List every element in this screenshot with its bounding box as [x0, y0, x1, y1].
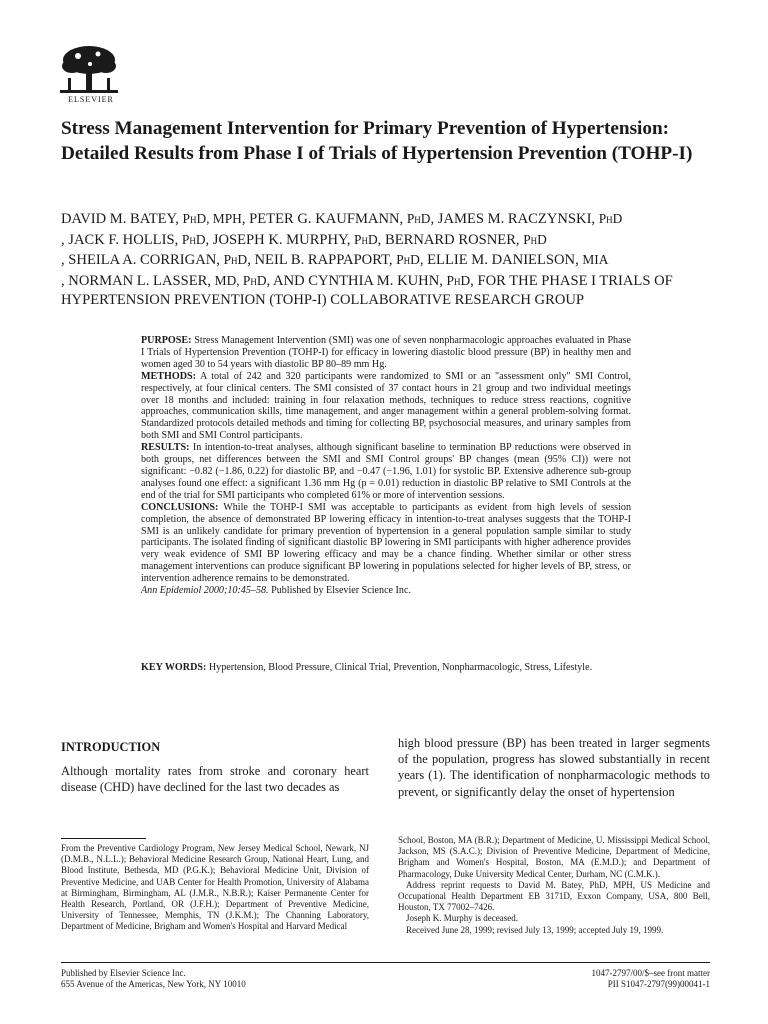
reprint-request-note: Address reprint requests to David M. Batey, PhD, MPH, US Medicine and Occupational Health Department EB 3171D, Exxon Company, USA, 800 Bell, Houston, TX 77002–7426. — [398, 879, 710, 913]
received-dates: Received June 28, 1999; revised July 13, 1999; accepted July 19, 1999. — [406, 924, 664, 935]
introduction-left-column: Although mortality rates from stroke and coronary heart disease (CHD) have declined for the last two decades as — [61, 764, 369, 795]
publisher-name: ELSEVIER — [68, 95, 114, 104]
article-identifiers: 1047-2797/00/$–see front matter PII S1047-2797(99)00041-1 — [591, 968, 710, 990]
introduction-heading: INTRODUCTION — [61, 740, 161, 754]
footnote-rule-left — [61, 838, 146, 839]
abstract-results: RESULTS: In intention-to-treat analyses, although significant baseline to termination BP reductions were observed in both groups, net differences between the SMI and SMI Control groups' BP changes (mean (95% CI)) were not significant: −0.82 (−1.86, 0.22) for diastolic BP, and −0.47 (−1.96, 1.01) for systolic BP. Extensive adherence sub-group analyses found one effect: a significant 1.36 mm Hg (p = 0.01) reduction in diastolic BP relative to SMI Controls at the end of the trial for SMI participants who completed 61% or more of intervention sessions. — [141, 442, 631, 501]
publisher-address: Published by Elsevier Science Inc. 655 Avenue of the Americas, New York, NY 10010 — [61, 968, 246, 990]
deceased-note: Joseph K. Murphy is deceased. — [406, 913, 518, 924]
abstract-conclusions: CONCLUSIONS: While the TOHP-I SMI was acceptable to participants as evident from high levels of session completion, the absence of demonstrated BP lowering efficacy in intention-to-treat analyses suggests that the TOHP-I SMI is an unlikely candidate for primary prevention of hypertension in a general population sample similar to study participants. The isolated finding of significant diastolic BP lowering in SMI participants with higher adherence provides very weak evidence of SMI BP lowering efficacy and may be a chance finding. Whether similar or other stress management interventions can produce significant BP lowering in populations selected for higher levels of BP, stress, or intervention adherence remains to be demonstrated. — [141, 501, 631, 585]
affiliation-footnote-continued: School, Boston, MA (B.R.); Department of Medicine, U. Mississippi Medical School, Jackson, MS (S.A.C.); Division of Preventive Medicine, Department of Medicine, Brigham and Women's Hospital, Boston, MA (E.M.D.); and Department of Pharmacology, Duke University Medical Center, Durham, NC (C.M.K.). Address reprint requests to David M. Batey, PhD, MPH, US Medicine and Occupational Health Department EB 3171D, Exxon Company, USA, 800 Bell, Houston, TX 77002–7426. Joseph K. Murphy is deceased. Received June 28, 1999; revised July 13, 1999; accepted July 19, 1999. — [398, 835, 710, 935]
abstract — [141, 335, 631, 597]
abstract-methods: METHODS: A total of 242 and 320 participants were randomized to SMI or an "assessment only" SMI Control, respectively, at four clinical centers. The SMI consisted of 37 contact hours in 21 group and two individual meetings over 18 months and included: training in four relaxation methods, techniques to reduce stress reactions, cognitive approaches, communication skills, time management, and anger management within a general problem-solving format. Standardized protocols detailed methods and timing for collecting BP, psychosocial measures, and urinary samples from both SMI and SMI Control participants. — [141, 370, 632, 442]
abstract-citation: Ann Epidemiol 2000;10:45–58. Published by Elsevier Science Inc. — [141, 585, 411, 597]
abstract-purpose: PURPOSE: Stress Management Intervention (SMI) was one of seven nonpharmacologic approaches evaluated in Phase I Trials of Hypertension Prevention (TOHP-I) for efficacy in lowering diastolic blood pressure (BP) in healthy men and women aged 30 to 54 years with diastolic BP 80–89 mm Hg. — [141, 335, 631, 370]
footer-rule — [61, 962, 710, 963]
affiliation-footnote: From the Preventive Cardiology Program, New Jersey Medical School, Newark, NJ (D.M.B., N.L.L.); Behavioral Medicine Research Group, National Heart, Lung, and Blood Institute, Bethesda, MD (P.G.K.); Behavioral Medicine Unit, Division of Preventive Medicine, and UAB Center for Health Promotion, University of Alabama at Birmingham, Birmingham, AL (J.M.R., N.B.R.); Kaiser Permanente Center for Health Research, Portland, OR (J.F.H.); Department of Preventive Medicine, University of Tennessee, Memphis, TN (J.K.M.); The Channing Laboratory, Department of Medicine, Brigham and Women's Hospital and Harvard Medical — [61, 843, 369, 932]
introduction-right-column: high blood pressure (BP) has been treated in larger segments of the population, progress has slowed substantially in recent years (1). The identification of nonpharmacologic methods to prevent, or significantly delay the onset of hypertension — [398, 736, 710, 799]
article-title: Stress Management Intervention for Primary Prevention of Hypertension: Detailed Results from Phase I of Trials of Hypertension Prevention (TOHP-I) — [61, 118, 693, 164]
keywords: KEY WORDS: Hypertension, Blood Pressure, Clinical Trial, Prevention, Nonpharmacologic, Stress, Lifestyle. — [141, 662, 593, 673]
author-list: DAVID M. BATEY, PhD, MPH, PETER G. KAUFMANN, PhD, JAMES M. RACZYNSKI, PhD , JACK F. HOLLIS, PhD, JOSEPH K. MURPHY, PhD, BERNARD ROSNER, PhD , SHEILA A. CORRIGAN, PhD, NEIL B. RAPPAPORT, PhD, ELLIE M. DANIELSON, MIA , NORMAN L. LASSER, MD, PhD, AND CYNTHIA M. KUHN, PhD, FOR THE PHASE I TRIALS OF HYPERTENSION PREVENTION (TOHP-I) COLLABORATIVE RESEARCH GROUP — [61, 211, 673, 309]
